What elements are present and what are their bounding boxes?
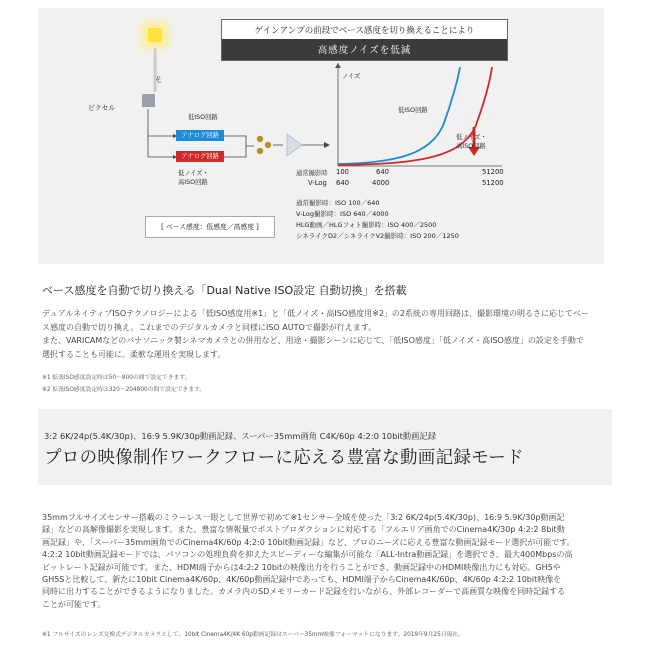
paragraph-line: ス感度の自動で切り換え。これまでのデジタルカメラと同様にISO AUTOで撮影が行えます。 bbox=[42, 322, 377, 332]
paragraph-line: 4:2:2 10bit動画記録モードでは、パソコンの処理負荷を抑えたスピーディーな編集が可能な「ALL-Intra動画記録」を選択でき、最大400Mbpsの高 bbox=[42, 550, 573, 560]
graph-curve-high-label-2: 高ISO回路 bbox=[456, 143, 486, 150]
switch-dot-3 bbox=[257, 148, 263, 154]
curve-high-iso bbox=[338, 67, 492, 165]
curve-low-iso bbox=[338, 67, 460, 164]
graph-row2-v3: 51200 bbox=[482, 179, 504, 187]
paragraph-line: ビットレート記録が可能です。また、HDMI端子からは4:2:2 10bitの映像出力を行うことができ、動画記録中のHDMI映像出力にも対応。GH5や bbox=[42, 562, 561, 572]
low-noise-label-1: 低ノイズ・ bbox=[178, 170, 209, 177]
paragraph-line: 35mmフルサイズセンサー搭載のミラーレス一眼として世界で初めて※1センサー全域を使った「3:2 6K/24p(5.4K/30p)、16:9 5.9K/30p動画記 bbox=[42, 513, 565, 522]
analog-circuit-red: アナログ回路 bbox=[176, 151, 224, 162]
iso-row: シネライクD2／シネライクV2撮影時：ISO 200／1250 bbox=[296, 232, 459, 240]
paragraph-line: 画記録」や、「スーパー35mm画角でのCinema4K/60p 4:2:0 10bit動画記録」など、プロのニーズに応える豊富な動画記録モード選択が可能です。 bbox=[42, 537, 575, 547]
paragraph-line: ことが可能です。 bbox=[42, 599, 106, 609]
banner-top-text: ゲインアンプの前段でベース感度を切り換えることにより bbox=[254, 26, 475, 36]
section1-heading: ベース感度を自動で切り換える「Dual Native ISO設定 自動切換」を搭載 bbox=[42, 284, 407, 297]
paragraph-line: GH5Sと比較して、新たに10bit Cinema4K/60p、4K/60p動画記録中であっても、HDMI端子からCinema4K/60p、4K/60p 4:2:2 10bit映像を bbox=[42, 575, 562, 585]
connector-out-red bbox=[224, 146, 246, 157]
light-label: 光 bbox=[154, 76, 161, 84]
graph-row2-v2: 4000 bbox=[372, 179, 390, 187]
footnote: ※1 フルサイズのレンズ交換式デジタルカメラとして。10bit Cinema4K/4K 60p動画記録はスーパー35mm映像フォーマットになります。2019年9月25日現在。 bbox=[42, 632, 464, 638]
banner-bottom-text: 高感度ノイズを低減 bbox=[222, 39, 507, 60]
arrow-head-graph bbox=[324, 142, 330, 148]
graph-row1-v2: 640 bbox=[376, 168, 389, 176]
iso-settings-list bbox=[296, 198, 459, 242]
paragraph-line: 録」などの高解像撮影を実現します。また、豊富な情報量でポストプロダクションに対応する「フルエリア画角でのCinema4K/30p 4:2:2 8bit動 bbox=[42, 525, 565, 535]
graph-row1-v3: 51200 bbox=[482, 168, 504, 176]
paragraph-line: 同時に出力することができるようになりました。カメラ内のSDメモリーカード記録を行いながら、外部レコーダーで高画質な映像を同時記録する bbox=[42, 587, 566, 597]
graph-row1-label: 通常撮影時 bbox=[296, 170, 328, 177]
iso-diagram bbox=[38, 8, 604, 264]
graph-y-arrow bbox=[335, 63, 341, 68]
connector-blue bbox=[148, 109, 173, 136]
amplifier-icon bbox=[287, 134, 302, 156]
connector-out-blue bbox=[224, 136, 254, 146]
section1-paragraph bbox=[42, 307, 612, 361]
footnote: ※1 拡張ISO感度設定時は50～800の間で設定できます。 bbox=[42, 375, 191, 381]
iso-row: HLG動画／HLGフォト撮影時：ISO 400／2500 bbox=[296, 221, 437, 229]
switch-dot-2 bbox=[265, 142, 271, 148]
section2-subtitle: 3:2 6K/24p(5.4K/30p)、16:9 5.9K/30p動画記録、スーパー35mm画角 C4K/60p 4:2:0 10bit動画記録 bbox=[44, 431, 437, 441]
graph-curve-low-label: 低ISO回路 bbox=[398, 107, 428, 114]
connector-red bbox=[148, 136, 173, 157]
paragraph-line: デュアルネイティブISOテクノロジーによる「低ISO感度用※1」と「低ノイズ・高ISO感度用※2」の2系統の専用回路は、撮影環境の明るさに応じてベー bbox=[42, 309, 589, 318]
graph-y-label: ノイズ bbox=[342, 73, 361, 80]
graph-curve-high-label-1: 低ノイズ・ bbox=[456, 134, 487, 141]
graph-row2-label: V-Log bbox=[308, 179, 327, 187]
iso-row: 通常撮影時：ISO 100／640 bbox=[296, 199, 380, 207]
switch-dot-1 bbox=[257, 136, 263, 142]
graph-row1-v1: 100 bbox=[336, 168, 349, 176]
analog-circuit-blue: アナログ回路 bbox=[176, 130, 224, 141]
section2-paragraph bbox=[42, 512, 614, 611]
paragraph-line: 選択することも可能に。柔軟な運用を実現します。 bbox=[42, 349, 226, 359]
low-noise-label-2: 高ISO回路 bbox=[178, 179, 208, 186]
base-sensitivity-box: [ ベース感度：低感度／高感度 ] bbox=[145, 216, 275, 238]
section2-title: プロの映像制作ワークフローに応える豊富な動画記録モード bbox=[44, 448, 524, 468]
low-iso-label: 低ISO回路 bbox=[188, 114, 218, 121]
pixel-label: ピクセル bbox=[88, 104, 116, 112]
graph-row2-v1: 640 bbox=[336, 179, 349, 187]
section2-band bbox=[38, 409, 612, 485]
paragraph-line: また、VARICAMなどのパナソニック製シネマカメラとの併用など、用途・撮影シーンに応じて、「低ISO感度」「低ノイズ・高ISO感度」の設定を手動で bbox=[42, 336, 584, 345]
iso-row: V-Log撮影時：ISO 640／4000 bbox=[296, 210, 389, 218]
footnote: ※2 拡張ISO感度設定時は320～204800の間で設定できます。 bbox=[42, 387, 206, 393]
